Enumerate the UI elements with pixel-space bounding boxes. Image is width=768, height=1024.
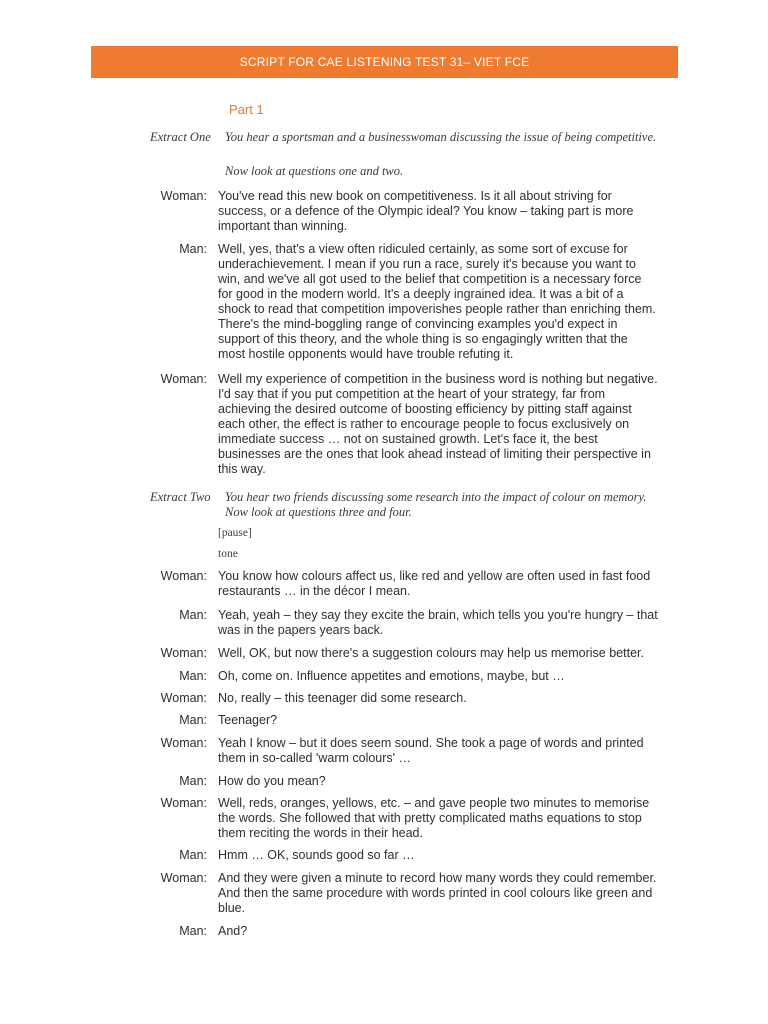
speaker-label: Woman: [160,736,207,750]
speaker-label: Woman: [160,372,207,386]
header-title: SCRIPT FOR CAE LISTENING TEST 31– VIET FCE [239,55,530,69]
dialogue-text: Well, reds, oranges, yellows, etc. – and gave people two minutes to memorise the words. She followed that with pretty complicated maths equations to stop them reciting the words in their head. [218,796,650,840]
speaker-label: Man: [179,669,207,683]
speaker-label: Man: [179,774,207,788]
dialogue-text: And they were given a minute to record how many words they could remember. And then the same procedure with words printed in cool colours like green and blue. [218,871,657,915]
dialogue-text: Yeah, yeah – they say they excite the brain, which tells you you're hungry – that was in the papers years back. [218,608,658,637]
extract-one-label: Extract One [150,130,211,144]
part-title: Part 1 [229,102,264,117]
speaker-label: Man: [179,713,207,727]
dialogue-text: Oh, come on. Influence appetites and emotions, maybe, but … [218,669,565,683]
dialogue-text: You know how colours affect us, like red and yellow are often used in fast food restaurants … in the décor I mean. [218,569,651,598]
speaker-label: Woman: [160,691,207,705]
extract-one-instruction: Now look at questions one and two. [225,164,404,178]
dialogue-text: Well, yes, that's a view often ridiculed certainly, as some sort of excuse for underachievement. I mean if you run a race, surely it's because you want to win, and we've all got used to the belief that competition is a necessary force for good in the modern world. It's a deeply ingrained idea. It was a bit of a shock to read that competition impoverishes people rather than enriching them. There's the mind-boggling range of convincing examples you'd expect in support of this theory, and the whole thing is so engagingly written that the most hostile opponents would have trouble refuting it. [218,242,656,361]
speaker-label: Man: [179,242,207,256]
dialogue-text: No, really – this teenager did some research. [218,691,467,705]
speaker-label: Man: [179,848,207,862]
pause-note: [pause] [218,527,252,539]
dialogue-text: Well, OK, but now there's a suggestion colours may help us memorise better. [218,646,644,660]
dialogue-text: You've read this new book on competitiveness. Is it all about striving for success, or a defence of the Olympic ideal? You know – taking part is more important than winning. [218,189,634,233]
speaker-label: Woman: [160,189,207,203]
header-banner [91,46,678,78]
speaker-label: Man: [179,608,207,622]
extract-two-instruction: Now look at questions three and four. [225,505,412,519]
speaker-label: Woman: [160,796,207,810]
dialogue-text: Teenager? [218,713,278,727]
speaker-label: Man: [179,924,207,938]
dialogue-text: How do you mean? [218,774,326,788]
extract-two-label: Extract Two [150,490,211,504]
extract-two-intro: You hear two friends discussing some research into the impact of colour on memory. [225,490,647,504]
dialogue-text: Yeah I know – but it does seem sound. She took a page of words and printed them in so-called 'warm colours' … [218,736,644,765]
dialogue-text: Hmm … OK, sounds good so far … [218,848,415,862]
speaker-label: Woman: [160,646,207,660]
dialogue-text: And? [218,924,248,938]
tone-note: tone [218,548,238,560]
extract-one-intro: You hear a sportsman and a businesswoman discussing the issue of being competitive. [225,130,657,144]
speaker-label: Woman: [160,569,207,583]
dialogue-text: Well my experience of competition in the business word is nothing but negative. I'd say that if you put competition at the heart of your strategy, far from achieving the desired outcome of boosting efficiency by pitting staff against each other, the effect is rather to encourage people to focus exclusively on immediate success … not on sustained growth. Let's face it, the best businesses are the ones that look ahead instead of limiting their perspective in this way. [218,372,658,476]
speaker-label: Woman: [160,871,207,885]
